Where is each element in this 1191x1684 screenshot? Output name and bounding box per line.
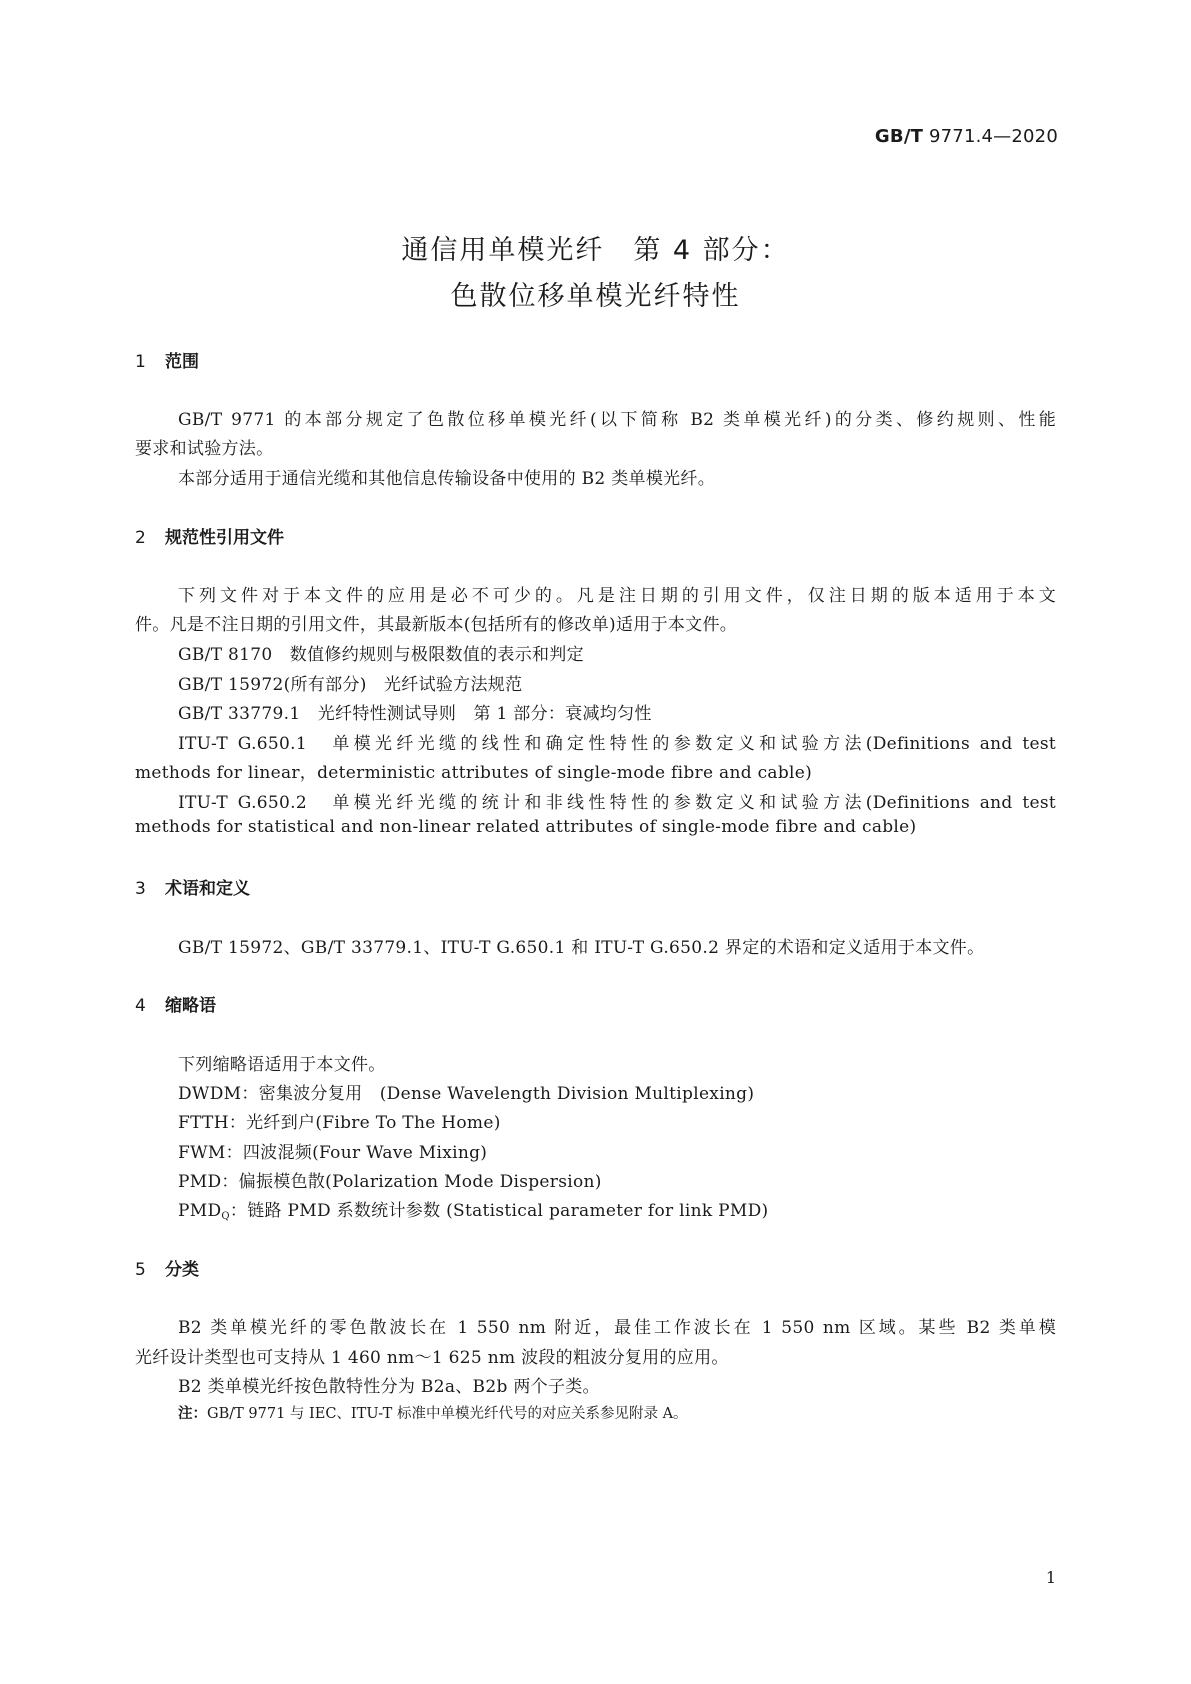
abbr-definition: ：链路 PMD 系数统计参数 (Statistical parameter for link PMD) — [229, 1201, 769, 1221]
paragraph: GB/T 9771 的本部分规定了色散位移单模光纤(以下简称 B2 类单模光纤)的分类、修约规则、性能 — [178, 410, 1056, 430]
note — [178, 1402, 688, 1423]
reference-item: GB/T 8170 数值修约规则与极限数值的表示和判定 — [178, 645, 584, 665]
section-number: 1 — [135, 352, 146, 372]
page-number: 1 — [1045, 1568, 1056, 1587]
section-number: 3 — [135, 879, 146, 899]
paragraph-continuation: 光纤设计类型也可支持从 1 460 nm～1 625 nm 波段的粗波分复用的应用。 — [135, 1348, 729, 1368]
section-number: 5 — [135, 1260, 146, 1280]
paragraph: B2 类单模光纤按色散特性分为 B2a、B2b 两个子类。 — [178, 1377, 600, 1397]
paragraph: 下列缩略语适用于本文件。 — [178, 1055, 386, 1075]
section-heading-5 — [135, 1255, 199, 1280]
section-title: 规范性引用文件 — [165, 528, 284, 548]
abbreviation-item: DWDM：密集波分复用 (Dense Wavelength Division Multiplexing) — [178, 1084, 755, 1104]
reference-item-continuation: methods for statistical and non-linear related attributes of single-mode fibre and cable) — [135, 817, 917, 837]
section-heading-2 — [135, 523, 284, 548]
note-text: GB/T 9771 与 IEC、ITU-T 标准中单模光纤代号的对应关系参见附录 A。 — [207, 1406, 688, 1422]
abbr-subscript: Q — [221, 1211, 230, 1222]
paragraph-continuation: 件。凡是不注日期的引用文件，其最新版本(包括所有的修改单)适用于本文件。 — [135, 615, 738, 635]
document-title-line1: 通信用单模光纤 第 4 部分： — [401, 235, 790, 266]
section-title: 范围 — [165, 352, 199, 372]
standard-prefix: GB/T — [874, 126, 924, 147]
reference-item-continuation: methods for linear，deterministic attributes of single-mode fibre and cable) — [135, 763, 813, 783]
paragraph-continuation: 要求和试验方法。 — [135, 439, 274, 459]
abbreviation-item-pmdq — [178, 1196, 768, 1222]
reference-item: ITU-T G.650.2 单模光纤光缆的统计和非线性特性的参数定义和试验方法(Definitions and test — [178, 793, 1056, 813]
section-title: 缩略语 — [165, 996, 216, 1016]
standard-number — [875, 126, 1058, 147]
section-title: 术语和定义 — [165, 879, 250, 899]
paragraph: B2 类单模光纤的零色散波长在 1 550 nm 附近，最佳工作波长在 1 550 nm 区域。某些 B2 类单模 — [178, 1318, 1056, 1338]
reference-item: GB/T 15972(所有部分) 光纤试验方法规范 — [178, 675, 523, 695]
section-number: 4 — [135, 996, 146, 1016]
paragraph: GB/T 15972、GB/T 33779.1、ITU-T G.650.1 和 ITU-T G.650.2 界定的术语和定义适用于本文件。 — [178, 938, 985, 958]
reference-item: GB/T 33779.1 光纤特性测试导则 第 1 部分：衰减均匀性 — [178, 704, 652, 724]
abbr-term: PMD — [178, 1201, 222, 1221]
note-label: 注： — [178, 1406, 207, 1422]
section-heading-4 — [135, 991, 216, 1016]
abbreviation-item: FWM：四波混频(Four Wave Mixing) — [178, 1143, 488, 1163]
section-heading-3 — [135, 874, 250, 899]
abbreviation-item: FTTH：光纤到户(Fibre To The Home) — [178, 1113, 501, 1133]
reference-item: ITU-T G.650.1 单模光纤光缆的线性和确定性特性的参数定义和试验方法(Definitions and test — [178, 734, 1056, 754]
document-title-line2: 色散位移单模光纤特性 — [450, 281, 741, 312]
section-heading-1 — [135, 347, 199, 372]
section-number: 2 — [135, 528, 146, 548]
standard-code: 9771.4—2020 — [929, 126, 1058, 147]
paragraph: 本部分适用于通信光缆和其他信息传输设备中使用的 B2 类单模光纤。 — [178, 469, 716, 489]
abbreviation-item: PMD：偏振模色散(Polarization Mode Dispersion) — [178, 1172, 602, 1192]
paragraph: 下列文件对于本文件的应用是必不可少的。凡是注日期的引用文件，仅注日期的版本适用于本文 — [178, 586, 1056, 606]
section-title: 分类 — [165, 1260, 199, 1280]
